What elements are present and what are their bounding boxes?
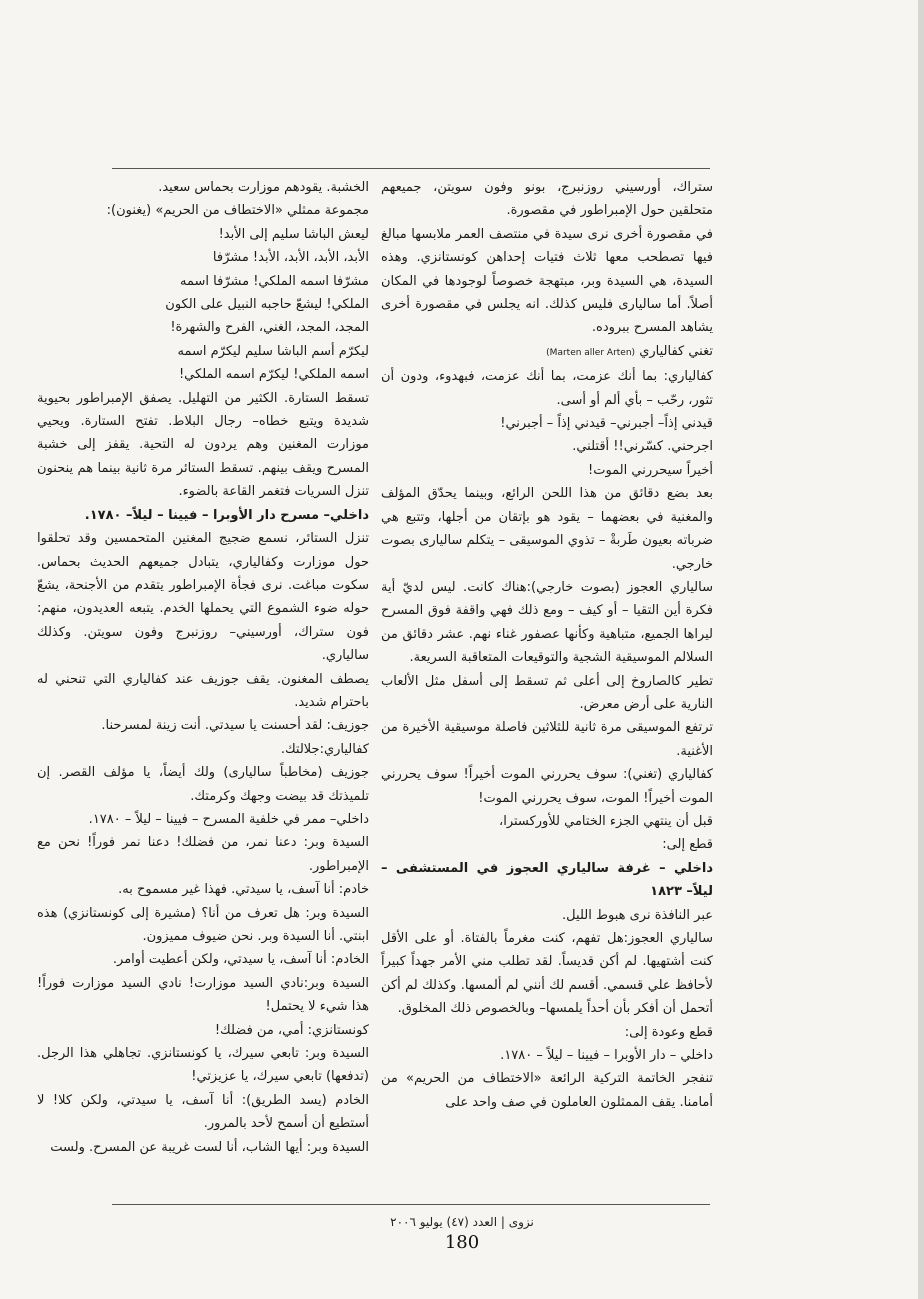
bottom-rule bbox=[112, 1204, 710, 1205]
paragraph: قطع وعودة إلى: bbox=[624, 1024, 713, 1040]
paragraph: خادم: أنا آسف، يا سيدتي. فهذا غير مسموح به. bbox=[118, 882, 369, 898]
paragraph: اجرحني. كسّرني!! أقتلني. bbox=[572, 439, 713, 455]
paragraph: ترتفع الموسيقى مرة ثانية للثلاثين فاصلة موسيقية الأخيرة من الأغنية. bbox=[381, 720, 713, 759]
lyric-line: الملكي! ليشعّ حاجبه النبيل على الكون bbox=[165, 297, 369, 313]
paragraph: داخلي – دار الأوبرا – فيينا – ليلاً – ١٧٨٠. bbox=[500, 1048, 713, 1064]
paragraph: بعد بضع دقائق من هذا اللحن الرائع، وبينما يحدّق المؤلف والمغنية في بعضهما – يقود هو بإتقان من أجلها، وتتبع هي ضرباته بعيون طَربةْ – تذوي الموسيقى – يتكلم ساليارى بصوت خارجي. bbox=[381, 486, 713, 572]
paragraph: يصطف المغنون. يقف جوزيف عند كفالياري التي تنحني له باحترام شديد. bbox=[37, 671, 369, 710]
paragraph: قطع إلى: bbox=[662, 837, 713, 853]
paragraph: السيدة وبر: تابعي سيرك، يا كونستانزي. تجاهلي هذا الرجل. (تدفعها) تابعي سيرك، يا عزيزتي! bbox=[37, 1046, 369, 1085]
paragraph: كفالياري: بما أنك عزمت، بما أنك عزمت، فبهدوء، ودون أن تثور، رحّب – بأي ألم أو أسى. bbox=[381, 369, 713, 408]
paragraph: الخادم (يسد الطريق): أنا آسف، يا سيدتي، ولكن كلا! لا أستطيع أن أسمح لأحد بالمرور. bbox=[37, 1092, 369, 1132]
lyric-line: ليكرّم أسم الباشا سليم ليكرّم اسمه bbox=[177, 343, 369, 359]
paragraph: السيدة وبر:نادي السيد موزارت! نادي السيد موزارت فوراً! هذا شيء لا يحتمل! bbox=[37, 975, 369, 1015]
publication-footer: نزوى | العدد (٤٧) يوليو ٢٠٠٦ bbox=[390, 1215, 534, 1229]
lyric-line: اسمه الملكي! ليكرّم اسمه الملكي! bbox=[178, 367, 369, 383]
paragraph: ستراك، أورسيني روزنبرج، بونو وفون سويتن، جميعهم متحلقين حول الإمبراطور في مقصورة. bbox=[381, 180, 713, 219]
aria-title-latin: (Marten aller Arten) bbox=[546, 347, 636, 358]
paragraph: أخيراً سيحررني الموت! bbox=[588, 462, 713, 478]
aria-title-arabic: تغني كفالياري bbox=[639, 343, 713, 359]
lyric-line: المجد، المجد، الغني، الفرح والشهرة! bbox=[170, 320, 369, 336]
paragraph: تنزل الستائر، نسمع ضجيج المغنين المتحمسين وقد تحلقوا حول موزارت وكفالياري، يتبادل جميعهم الحديث بحماس. سكوت مباغت. نرى فجأة الإمبراطور يتقدم من الأجنحة، يشعّ حوله ضوء الشموع التي يحملها الخدم. يتبعه العديدون، منهم: فون ستراك، أورسيني– روزنبرج وفون سويتن. وكذلك سالياري. bbox=[37, 531, 369, 664]
aria-title bbox=[381, 340, 713, 365]
text-column-left bbox=[37, 176, 369, 1159]
paragraph: السيدة وبر: دعنا نمر، من فضلك! دعنا نمر فوراً! نحن مع الإمبراطور. bbox=[37, 835, 369, 874]
paragraph: في مقصورة أخرى نرى سيدة في منتصف العمر ملابسها مبالغ فيها تصطحب معها ثلاث فتيات إحداهن كونستانزي. وهذه السيدة، هي السيدة وبر، مبتهجة خصوصاً لوجودها في المكان أصلاً. أما ساليارى فليس كذلك. انه يجلس في مقصورة أخرى يشاهد المسرح ببروده. bbox=[381, 226, 713, 336]
paragraph: كونستانزي: أمي، من فضلك! bbox=[214, 1022, 369, 1038]
paragraph: الخشبة. يقودهم موزارت بحماس سعيد. bbox=[158, 180, 369, 195]
lyric-line: مشرّفا اسمه الملكي! مشرّفا اسمه bbox=[180, 273, 369, 289]
scene-heading: داخلي– مسرح دار الأوبرا – فيينا – ليلاً– ١٧٨٠. bbox=[84, 507, 369, 523]
paragraph: قيدني إذاً– أجبرني– قيدني إذاً – أجبرني! bbox=[500, 416, 713, 432]
paragraph: عبر النافذة نرى هبوط الليل. bbox=[562, 907, 713, 923]
paragraph: جوزيف (مخاطباً ساليارى) ولك أيضاً، يا مؤلف القصر. إن تلميذتك قد بيضت وجهك وكرمتك. bbox=[37, 765, 369, 804]
paragraph: كفالياري:جلالتك. bbox=[280, 741, 369, 757]
paragraph: الخادم: أنا آسف، يا سيدتي، ولكن أعطيت أوامر. bbox=[112, 952, 369, 968]
paragraph: سالياري العجوز:هل تفهم، كنت مغرماً بالفتاة. أو على الأقل كنت أشتهيها. لم أكن قديساً. لقد تطلب مني الأمر جهداً كبيراً لأحافظ علي قسمي. أقسم لك أنني لم ألمسها. وكذلك لم أكن أتحمل أن أفكر بأن أحداً يلمسها– وبالخصوص ذلك المخلوق. bbox=[381, 931, 713, 1017]
paragraph: مجموعة ممثلي «الاختطاف من الحريم» (يغنون): bbox=[106, 203, 369, 219]
paragraph: كفالياري (تغني): سوف يحررني الموت أخيراً! سوف يحررني الموت أخيراً! الموت، سوف يحررني الموت! bbox=[381, 767, 713, 806]
paragraph: قبل أن ينتهي الجزء الختامي للأوركسترا، bbox=[499, 813, 713, 829]
page-number: 180 bbox=[444, 1232, 480, 1253]
paragraph: تسقط الستارة. الكثير من التهليل. يصفق الإمبراطور بحيوية شديدة ويتبع خطاه– رجال البلاط. تفتح الستارة. ويحيي موزارت المغنين وهم يردون له التحية. يقفز إلى خشبة المسرح ويقف بينهم. تسقط الستائر مرة ثانية بينما هم ينحنون تنزل السريات فتغمر القاعة بالضوء. bbox=[37, 390, 369, 500]
text-column-right bbox=[381, 176, 713, 1114]
paragraph: جوزيف: لقد أحسنت يا سيدتي. أنت زينة لمسرحنا. bbox=[101, 718, 369, 734]
paragraph: سالياري العجوز (بصوت خارجي):هناك كانت. ليس لديّ أية فكرة أين التقيا – أو كيف – ومع ذلك فهي واقفة فوق المسرح ليراها الجميع، متباهية وكأنها عصفور غناء نهم. عشر دقائق من السلالم الموسيقية الشجية والتوقيعات المتعاقبة السريعة. bbox=[381, 579, 713, 666]
paragraph: داخلي– ممر في خلفية المسرح – فيينا – ليلاً – ١٧٨٠. bbox=[88, 811, 369, 827]
top-rule bbox=[112, 168, 710, 169]
paragraph: تنفجر الخاتمة التركية الرائعة «الاختطاف من الحريم» من أمامنا. يقف الممثلون العاملون في صف واحد على bbox=[381, 1071, 713, 1110]
paragraph: السيدة وبر: أيها الشاب، أنا لست غريبة عن المسرح. ولست bbox=[50, 1139, 369, 1155]
page-edge bbox=[918, 0, 924, 1299]
lyric-line: ليعش الباشا سليم إلى الأبد! bbox=[218, 226, 369, 242]
paragraph: السيدة وبر: هل تعرف من أنا؟ (مشيرة إلى كونستانزي) هذه ابنتي. أنا السيدة وبر. نحن ضيوف مميزون. bbox=[37, 905, 369, 944]
lyric-line: الأبد، الأبد، الأبد، الأبد! مشرّفا bbox=[212, 250, 369, 266]
scene-heading: داخلي – غرفة سالياري العجوز في المستشفى – ليلاً– ١٨٢٣ bbox=[381, 860, 713, 900]
paragraph: تطير كالصاروخ إلى أعلى ثم تسقط إلى أسفل مثل الألعاب النارية على أرض معرض. bbox=[381, 673, 713, 712]
